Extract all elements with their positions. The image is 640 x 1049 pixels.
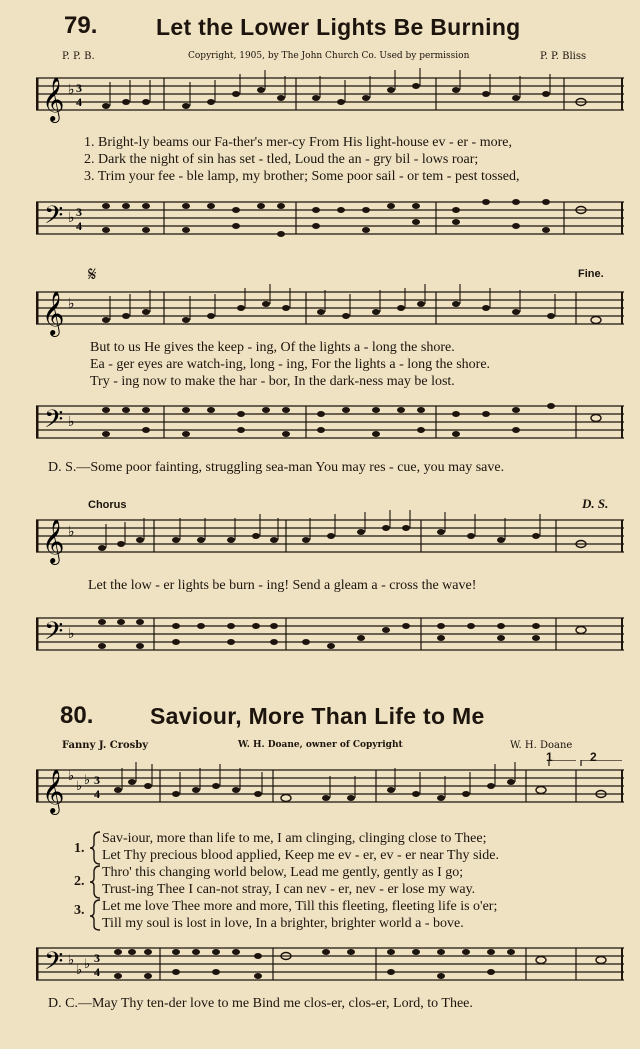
svg-text:4: 4: [76, 219, 82, 233]
hymn79-stanza1-line3: 3. Trim your fee - ble lamp, my brother; Some poor sail - or tem - pest tossed,: [84, 169, 520, 184]
first-ending-number: 1: [546, 750, 553, 764]
hymn-number-79: 79.: [64, 12, 98, 39]
chorus-label: Chorus: [88, 499, 127, 511]
svg-text:4: 4: [94, 787, 100, 801]
svg-text:4: 4: [94, 965, 100, 979]
ds-marker: D. S.: [582, 496, 609, 511]
svg-text:♭: ♭: [68, 769, 75, 784]
svg-text:𝄢: 𝄢: [44, 201, 64, 236]
svg-text:♭: ♭: [68, 296, 75, 312]
hymn80-verse1-line2: Let Thy precious blood applied, Keep me ev - er, ev - er near Thy side.: [102, 848, 500, 863]
hymn79-system2-bass-staff: [36, 396, 626, 456]
svg-text:3: 3: [94, 951, 100, 965]
svg-text:𝄞: 𝄞: [42, 769, 65, 813]
hymn79-system1-treble-staff: [36, 68, 626, 128]
hymn79-stanza1-line1: 1. Bright-ly beams our Fa-ther's mer-cy From His light-house ev - er - more,: [84, 135, 512, 150]
svg-text:𝄞: 𝄞: [42, 291, 65, 335]
verse-number-3: 3.: [74, 903, 85, 918]
svg-text:♭: ♭: [76, 779, 83, 794]
svg-text:♭: ♭: [84, 957, 91, 972]
fine-marker: Fine.: [578, 268, 604, 280]
hymn79-composer: P. P. Bliss: [540, 51, 587, 62]
segno-sign: 𝄋: [88, 262, 97, 286]
hymn79-stanza2-line1: But to us He gives the keep - ing, Of the lights a - long the shore.: [90, 340, 455, 355]
svg-text:4: 4: [76, 95, 82, 109]
svg-text:♭: ♭: [68, 953, 75, 968]
hymn-title-79: Let the Lower Lights Be Burning: [156, 14, 521, 40]
second-ending-number: 2: [590, 750, 597, 764]
hymn79-lyricist: P. P. B.: [62, 51, 95, 62]
svg-text:𝄞: 𝄞: [42, 519, 65, 563]
svg-text:3: 3: [94, 773, 100, 787]
hymn80-lyricist: Fanny J. Crosby: [62, 740, 149, 751]
hymn80-treble-staff: [36, 760, 626, 820]
svg-text:3: 3: [76, 205, 82, 219]
hymn79-copyright: Copyright, 1905, by The John Church Co. Used by permission: [188, 51, 470, 61]
hymn-title-80: Saviour, More Than Life to Me: [150, 703, 485, 729]
svg-text:♭: ♭: [68, 414, 75, 430]
verse-number-2: 2.: [74, 874, 85, 889]
hymn79-stanza1-line2: 2. Dark the night of sin has set - tled, Loud the an - gry bil - lows roar;: [84, 152, 479, 167]
hymn79-stanza2-line3: Try - ing now to make the har - bor, In the dark-ness may be lost.: [90, 374, 455, 389]
svg-text:♭: ♭: [68, 210, 75, 226]
svg-text:♭: ♭: [76, 963, 83, 978]
hymn80-bass-staff: [36, 938, 626, 993]
svg-text:♭: ♭: [68, 82, 75, 98]
hymn79-system1-bass-staff: [36, 192, 626, 252]
hymn80-verse2-line2: Trust-ing Thee I can-not stray, I can nev - er, nev - er lose my way.: [102, 882, 476, 897]
hymn79-stanza2-line2: Ea - ger eyes are watch-ing, long - ing, For the lights a - long the shore.: [90, 357, 491, 372]
hymn80-dc-line: D. C.—May Thy ten-der love to me Bind me clos-er, clos-er, Lord, to Thee.: [48, 996, 473, 1011]
hymn80-composer: W. H. Doane: [510, 740, 573, 751]
hymn80-verse3-line2: Till my soul is lost in love, In a brighter, brighter world a - bove.: [102, 916, 464, 931]
svg-text:𝄢: 𝄢: [44, 405, 64, 440]
hymn79-system2-treble-staff: [36, 282, 626, 342]
svg-text:𝄞: 𝄞: [42, 77, 65, 121]
hymn80-verse1-line1: Sav-iour, more than life to me, I am clinging, clinging close to Thee;: [102, 831, 487, 846]
hymn79-chorus-bass-staff: [36, 608, 626, 668]
verse-number-1: 1.: [74, 841, 85, 856]
svg-text:♭: ♭: [84, 773, 91, 788]
svg-text:3: 3: [76, 81, 82, 95]
hymn79-chorus-treble-staff: [36, 510, 626, 570]
hymn-number-80: 80.: [60, 702, 94, 729]
hymn79-ds-line: D. S.—Some poor fainting, struggling sea-man You may res - cue, you may save.: [48, 460, 505, 475]
hymn80-verse2-line1: Thro' this changing world below, Lead me gently, gently as I go;: [102, 865, 464, 880]
svg-text:𝄢: 𝄢: [44, 617, 64, 652]
hymn79-chorus-lyric: Let the low - er lights be burn - ing! Send a gleam a - cross the wave!: [88, 578, 477, 593]
verse-braces: [88, 830, 102, 932]
hymn80-copyright: W. H. Doane, owner of Copyright: [238, 740, 403, 750]
hymn80-verse3-line1: Let me love Thee more and more, Till this fleeting, fleeting life is o'er;: [102, 899, 498, 914]
svg-text:𝄢: 𝄢: [44, 947, 64, 982]
svg-text:♭: ♭: [68, 626, 75, 642]
svg-text:♭: ♭: [68, 524, 75, 540]
